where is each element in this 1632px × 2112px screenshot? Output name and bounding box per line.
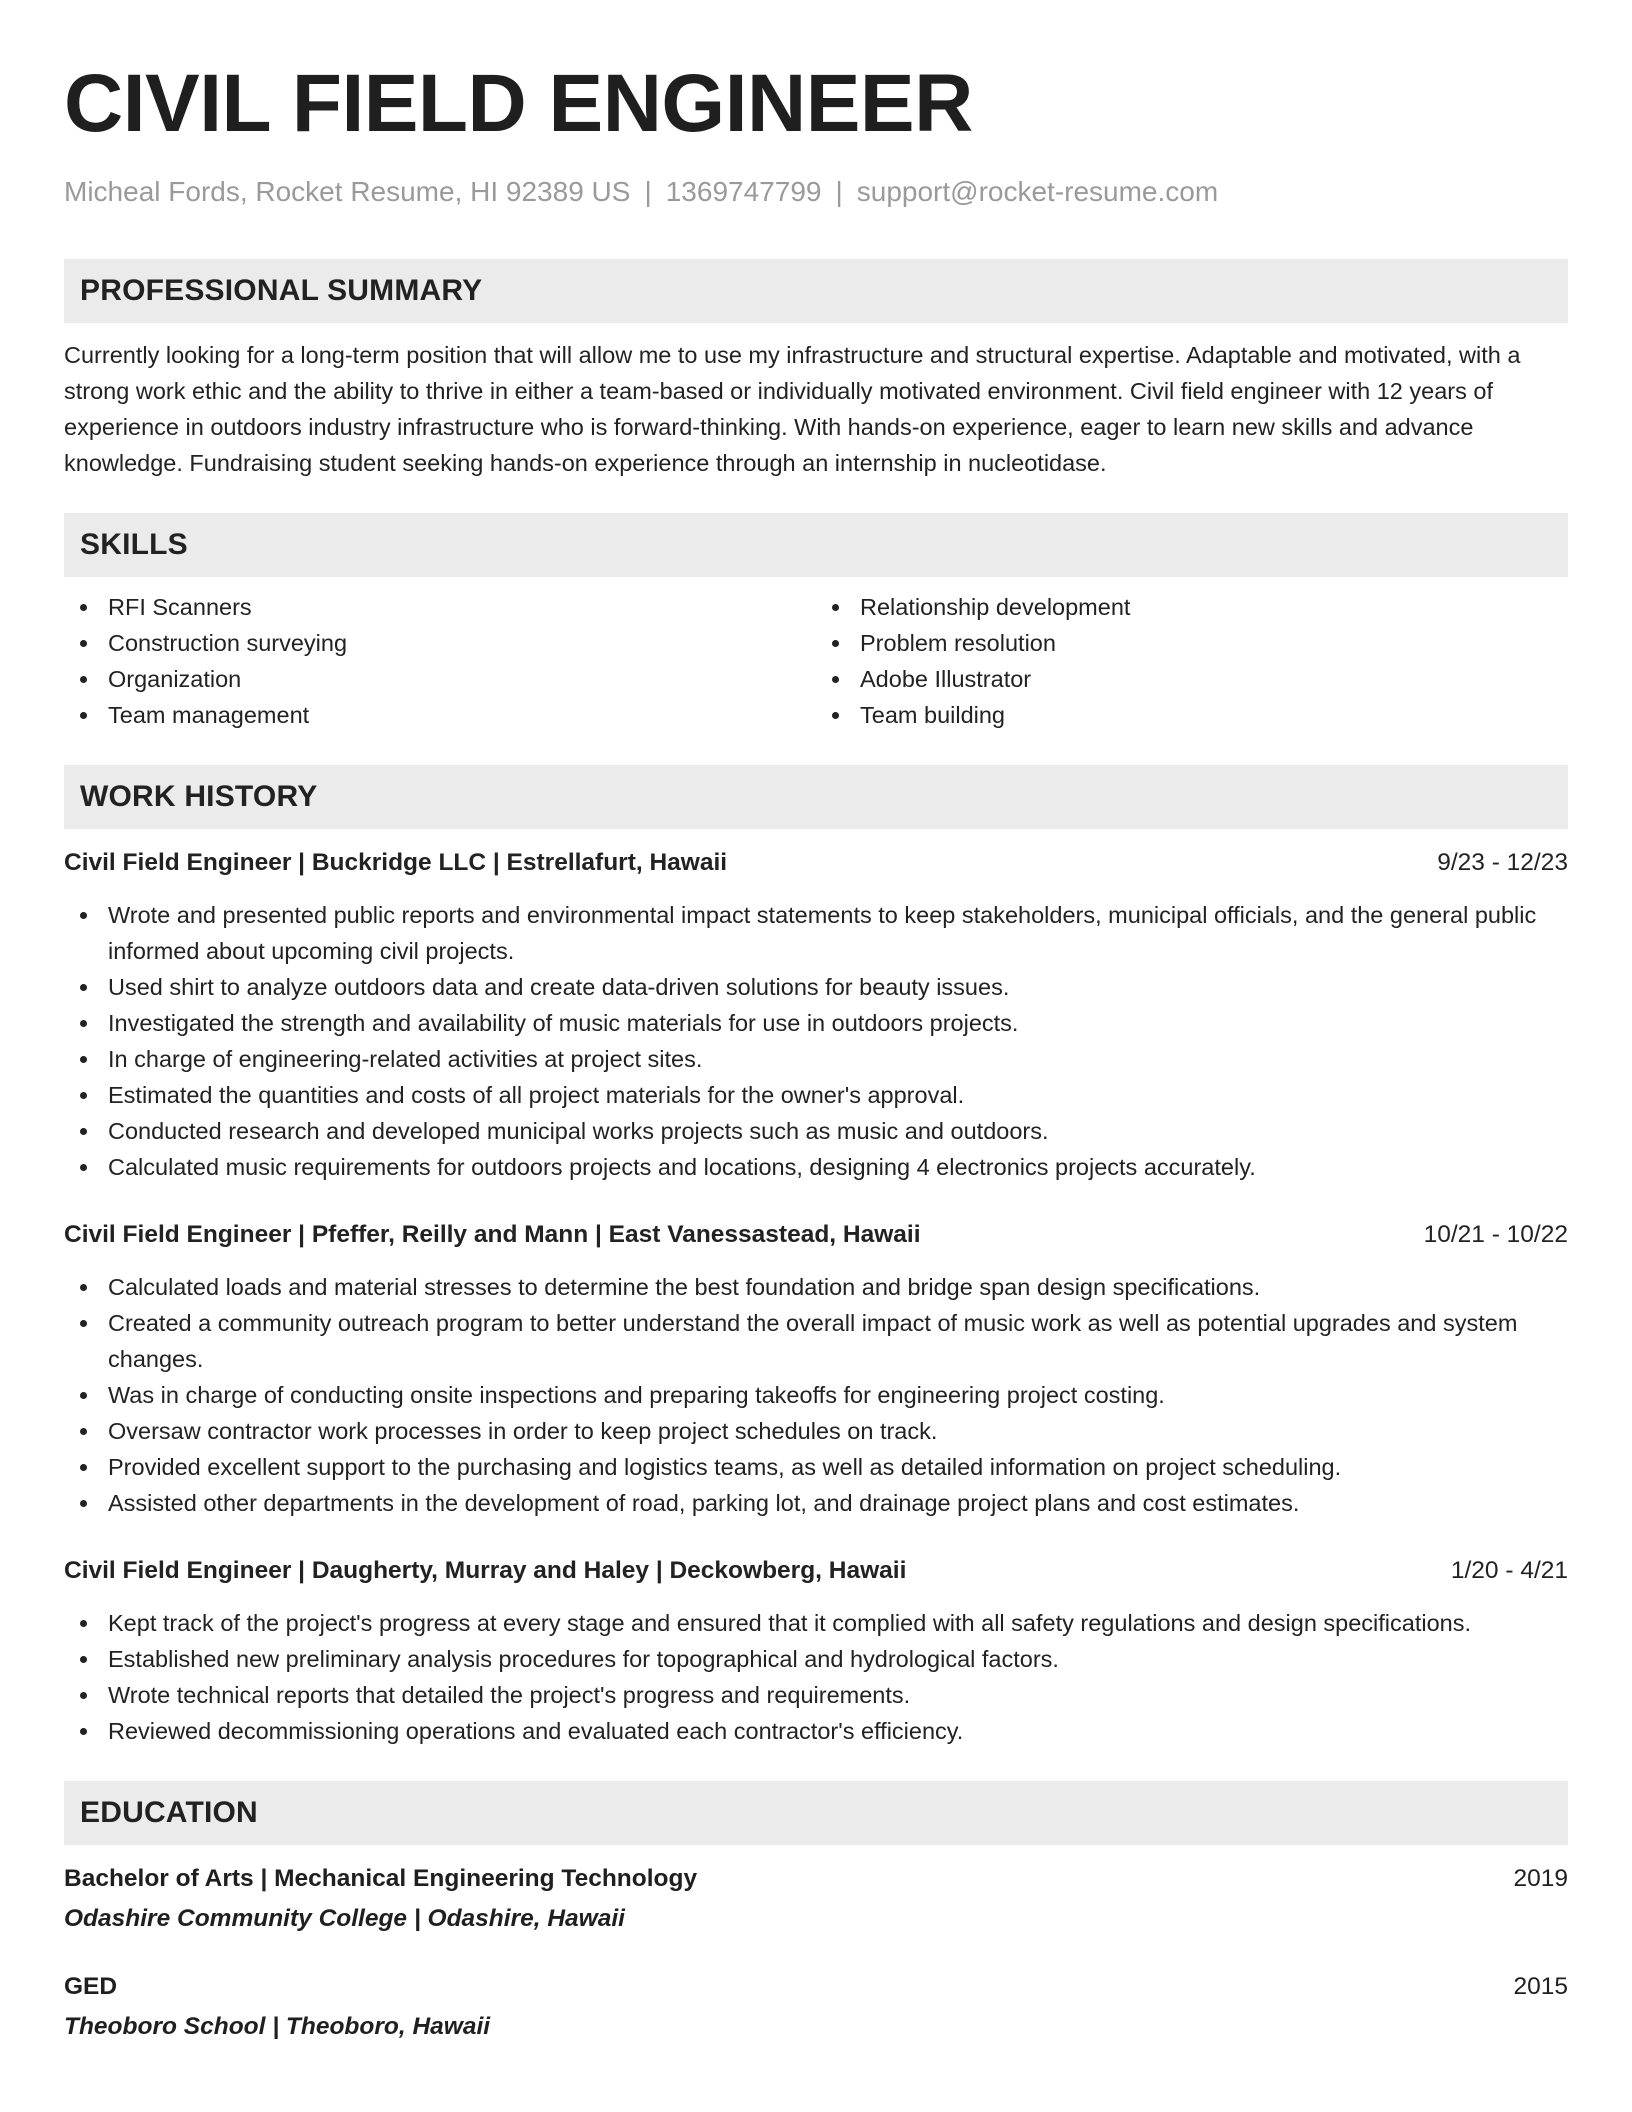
job-dates: 9/23 - 12/23	[1437, 849, 1568, 876]
education-year: 2015	[1513, 1973, 1568, 2000]
job-title: Civil Field Engineer | Buckridge LLC | Estrellafurt, Hawaii	[64, 849, 728, 876]
job-entry	[64, 1553, 1568, 1749]
job-bullet: Kept track of the project's progress at every stage and ensured that it complied with all safety regulations and design specifications.	[64, 1605, 1568, 1641]
education-school: Theoboro School | Theoboro, Hawaii	[64, 2013, 491, 2040]
job-bullet: Was in charge of conducting onsite inspections and preparing takeoffs for engineering project costing.	[64, 1377, 1568, 1413]
contact-separator: |	[835, 176, 843, 207]
contact-email[interactable]: support@rocket-resume.com	[856, 176, 1219, 207]
job-dates: 1/20 - 4/21	[1450, 1557, 1568, 1584]
job-entry	[64, 845, 1568, 1185]
summary-text: Currently looking for a long-term position that will allow me to use my infrastructure and structural expertise. Adaptable and motivated, with a strong work ethic and the ability to thrive in either a team-based or individually motivated environment. Civil field engineer with 12 years of experience in outdoors industry infrastructure who is forward-thinking. With hands-on experience, eager to learn new skills and advance knowledge. Fundraising student seeking hands-on experience through an internship in nucleotidase.	[64, 342, 1521, 476]
job-bullet: Assisted other departments in the development of road, parking lot, and drainage project plans and cost estimates.	[64, 1485, 1568, 1521]
contact-separator: |	[644, 176, 652, 207]
job-bullet: Provided excellent support to the purchasing and logistics teams, as well as detailed information on project scheduling.	[64, 1449, 1568, 1485]
skill-item: Construction surveying	[64, 625, 816, 661]
skills-section	[64, 513, 1568, 733]
education-entry	[64, 1861, 1568, 1937]
education-school: Odashire Community College | Odashire, Hawaii	[64, 1905, 625, 1932]
job-bullet: Used shirt to analyze outdoors data and create data-driven solutions for beauty issues.	[64, 969, 1568, 1005]
job-bullet: In charge of engineering-related activities at project sites.	[64, 1041, 1568, 1077]
job-bullet: Wrote and presented public reports and environmental impact statements to keep stakeholders, municipal officials, and the general public informed about upcoming civil projects.	[64, 897, 1568, 969]
education-header	[64, 1969, 1568, 2005]
job-title: Civil Field Engineer | Pfeffer, Reilly and Mann | East Vanessastead, Hawaii	[64, 1221, 921, 1248]
skill-item: Problem resolution	[816, 625, 1568, 661]
summary-section	[64, 259, 1568, 481]
job-header	[64, 1217, 1568, 1253]
job-bullet: Investigated the strength and availability of music materials for use in outdoors projects.	[64, 1005, 1568, 1041]
job-bullet: Established new preliminary analysis procedures for topographical and hydrological factors.	[64, 1641, 1568, 1677]
job-bullet: Calculated music requirements for outdoors projects and locations, designing 4 electronics projects accurately.	[64, 1149, 1568, 1185]
work-section	[64, 765, 1568, 1749]
job-title: Civil Field Engineer | Daugherty, Murray and Haley | Deckowberg, Hawaii	[64, 1557, 907, 1584]
education-entry	[64, 1969, 1568, 2045]
job-bullet: Reviewed decommissioning operations and evaluated each contractor's efficiency.	[64, 1713, 1568, 1749]
contact-phone: 1369747799	[665, 176, 822, 207]
job-bullet: Calculated loads and material stresses to determine the best foundation and bridge span design specifications.	[64, 1269, 1568, 1305]
job-bullet: Created a community outreach program to better understand the overall impact of music work as well as potential upgrades and system changes.	[64, 1305, 1568, 1377]
job-bullet: Estimated the quantities and costs of all project materials for the owner's approval.	[64, 1077, 1568, 1113]
education-header	[64, 1861, 1568, 1897]
job-bullet: Oversaw contractor work processes in order to keep project schedules on track.	[64, 1413, 1568, 1449]
skills-heading: SKILLS	[64, 513, 1568, 577]
education-degree: GED	[64, 1973, 118, 2000]
skill-item: Organization	[64, 661, 816, 697]
skills-list-left	[64, 589, 816, 733]
education-degree: Bachelor of Arts | Mechanical Engineering Technology	[64, 1865, 698, 1892]
job-bullets	[64, 1605, 1568, 1749]
education-section	[64, 1781, 1568, 2045]
job-dates: 10/21 - 10/22	[1423, 1221, 1568, 1248]
contact-line	[64, 174, 1568, 210]
summary-heading: PROFESSIONAL SUMMARY	[64, 259, 1568, 323]
skill-item: Adobe Illustrator	[816, 661, 1568, 697]
job-bullets	[64, 897, 1568, 1185]
skill-item: Team management	[64, 697, 816, 733]
contact-address: Micheal Fords, Rocket Resume, HI 92389 US	[64, 176, 631, 207]
job-entry	[64, 1217, 1568, 1521]
job-header	[64, 1553, 1568, 1589]
skill-item: RFI Scanners	[64, 589, 816, 625]
job-bullets	[64, 1269, 1568, 1521]
skills-columns	[64, 589, 1568, 733]
resume-title: CIVIL FIELD ENGINEER	[64, 58, 973, 149]
education-year: 2019	[1513, 1865, 1568, 1892]
education-heading: EDUCATION	[64, 1781, 1568, 1845]
skill-item: Team building	[816, 697, 1568, 733]
job-header	[64, 845, 1568, 881]
skills-list-right	[816, 589, 1568, 733]
work-heading: WORK HISTORY	[64, 765, 1568, 829]
job-bullet: Wrote technical reports that detailed the project's progress and requirements.	[64, 1677, 1568, 1713]
skill-item: Relationship development	[816, 589, 1568, 625]
job-bullet: Conducted research and developed municipal works projects such as music and outdoors.	[64, 1113, 1568, 1149]
